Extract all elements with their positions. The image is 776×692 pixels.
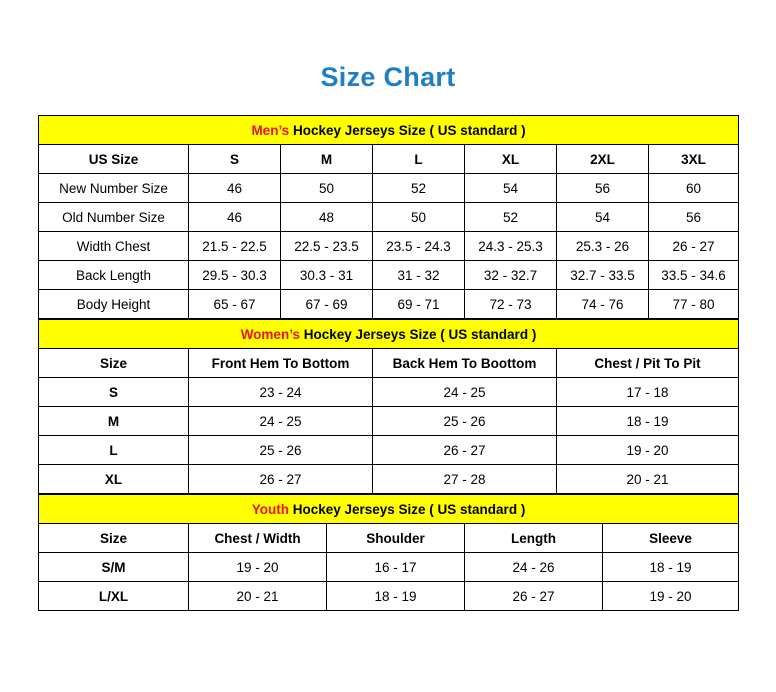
table-cell: 25.3 - 26: [557, 232, 649, 261]
table-row: [39, 378, 739, 407]
column-header: S: [189, 145, 281, 174]
table-cell: 20 - 21: [189, 582, 327, 611]
table-cell: 25 - 26: [189, 436, 373, 465]
table-cell: 16 - 17: [327, 553, 465, 582]
row-label: S: [39, 378, 189, 407]
row-label: M: [39, 407, 189, 436]
column-header: 3XL: [649, 145, 739, 174]
table-cell: 24.3 - 25.3: [465, 232, 557, 261]
row-label: Body Height: [39, 290, 189, 319]
table-cell: 25 - 26: [373, 407, 557, 436]
row-label: New Number Size: [39, 174, 189, 203]
youth-size-table: [38, 494, 739, 611]
table-cell: 54: [465, 174, 557, 203]
table-cell: 46: [189, 174, 281, 203]
table-cell: 33.5 - 34.6: [649, 261, 739, 290]
youth-heading-accent: Youth: [251, 501, 289, 517]
row-label: XL: [39, 465, 189, 494]
table-cell: 69 - 71: [373, 290, 465, 319]
youth-heading-rest: Hockey Jerseys Size ( US standard ): [288, 501, 526, 517]
table-header-row: [39, 524, 739, 553]
table-cell: 72 - 73: [465, 290, 557, 319]
row-label: Back Length: [39, 261, 189, 290]
table-cell: 54: [557, 203, 649, 232]
table-cell: 60: [649, 174, 739, 203]
womens-heading-accent: Women’s: [240, 326, 300, 342]
mens-heading-rest: Hockey Jerseys Size ( US standard ): [289, 122, 526, 138]
section-header-row: [39, 320, 739, 349]
row-label: L: [39, 436, 189, 465]
table-cell: 50: [373, 203, 465, 232]
table-cell: 50: [281, 174, 373, 203]
table-cell: 27 - 28: [373, 465, 557, 494]
table-cell: 48: [281, 203, 373, 232]
table-cell: 65 - 67: [189, 290, 281, 319]
column-header: Front Hem To Bottom: [189, 349, 373, 378]
table-cell: 56: [557, 174, 649, 203]
table-cell: 18 - 19: [327, 582, 465, 611]
mens-section-heading: [39, 116, 739, 145]
table-row: [39, 232, 739, 261]
table-cell: 52: [465, 203, 557, 232]
womens-size-table: [38, 319, 739, 494]
table-cell: 19 - 20: [189, 553, 327, 582]
column-header: L: [373, 145, 465, 174]
column-header: Shoulder: [327, 524, 465, 553]
table-cell: 77 - 80: [649, 290, 739, 319]
column-header: Size: [39, 349, 189, 378]
table-cell: 22.5 - 23.5: [281, 232, 373, 261]
column-header: XL: [465, 145, 557, 174]
table-cell: 24 - 26: [465, 553, 603, 582]
table-cell: 24 - 25: [189, 407, 373, 436]
table-row: [39, 582, 739, 611]
table-cell: 26 - 27: [373, 436, 557, 465]
mens-size-table: [38, 115, 739, 319]
table-cell: 29.5 - 30.3: [189, 261, 281, 290]
table-cell: 23.5 - 24.3: [373, 232, 465, 261]
youth-section-heading: [39, 495, 739, 524]
table-cell: 21.5 - 22.5: [189, 232, 281, 261]
table-cell: 56: [649, 203, 739, 232]
column-header: 2XL: [557, 145, 649, 174]
table-cell: 18 - 19: [603, 553, 739, 582]
table-header-row: [39, 349, 739, 378]
table-cell: 67 - 69: [281, 290, 373, 319]
table-row: [39, 174, 739, 203]
womens-section-heading: [39, 320, 739, 349]
column-header: Chest / Pit To Pit: [557, 349, 739, 378]
row-label: S/M: [39, 553, 189, 582]
column-header: Chest / Width: [189, 524, 327, 553]
table-cell: 26 - 27: [649, 232, 739, 261]
table-row: [39, 553, 739, 582]
table-row: [39, 465, 739, 494]
table-row: [39, 407, 739, 436]
table-cell: 74 - 76: [557, 290, 649, 319]
table-header-row: [39, 145, 739, 174]
column-header: Size: [39, 524, 189, 553]
page-title: Size Chart: [320, 62, 456, 92]
table-cell: 32 - 32.7: [465, 261, 557, 290]
table-cell: 26 - 27: [465, 582, 603, 611]
table-cell: 32.7 - 33.5: [557, 261, 649, 290]
section-header-row: [39, 495, 739, 524]
table-row: [39, 290, 739, 319]
column-header: Length: [465, 524, 603, 553]
row-label: L/XL: [39, 582, 189, 611]
column-header: M: [281, 145, 373, 174]
table-cell: 46: [189, 203, 281, 232]
table-cell: 24 - 25: [373, 378, 557, 407]
row-label: Width Chest: [39, 232, 189, 261]
table-cell: 19 - 20: [603, 582, 739, 611]
womens-heading-rest: Hockey Jerseys Size ( US standard ): [299, 326, 537, 342]
table-cell: 31 - 32: [373, 261, 465, 290]
table-cell: 18 - 19: [557, 407, 739, 436]
table-cell: 52: [373, 174, 465, 203]
column-header: Sleeve: [603, 524, 739, 553]
section-header-row: [39, 116, 739, 145]
chart-container: [0, 93, 776, 611]
table-cell: 30.3 - 31: [281, 261, 373, 290]
table-cell: 23 - 24: [189, 378, 373, 407]
table-cell: 17 - 18: [557, 378, 739, 407]
row-label: Old Number Size: [39, 203, 189, 232]
table-row: [39, 203, 739, 232]
table-cell: 20 - 21: [557, 465, 739, 494]
table-row: [39, 261, 739, 290]
table-cell: 26 - 27: [189, 465, 373, 494]
table-cell: 19 - 20: [557, 436, 739, 465]
table-row: [39, 436, 739, 465]
column-header: Back Hem To Boottom: [373, 349, 557, 378]
mens-heading-accent: Men’s: [251, 122, 290, 138]
column-header: US Size: [39, 145, 189, 174]
